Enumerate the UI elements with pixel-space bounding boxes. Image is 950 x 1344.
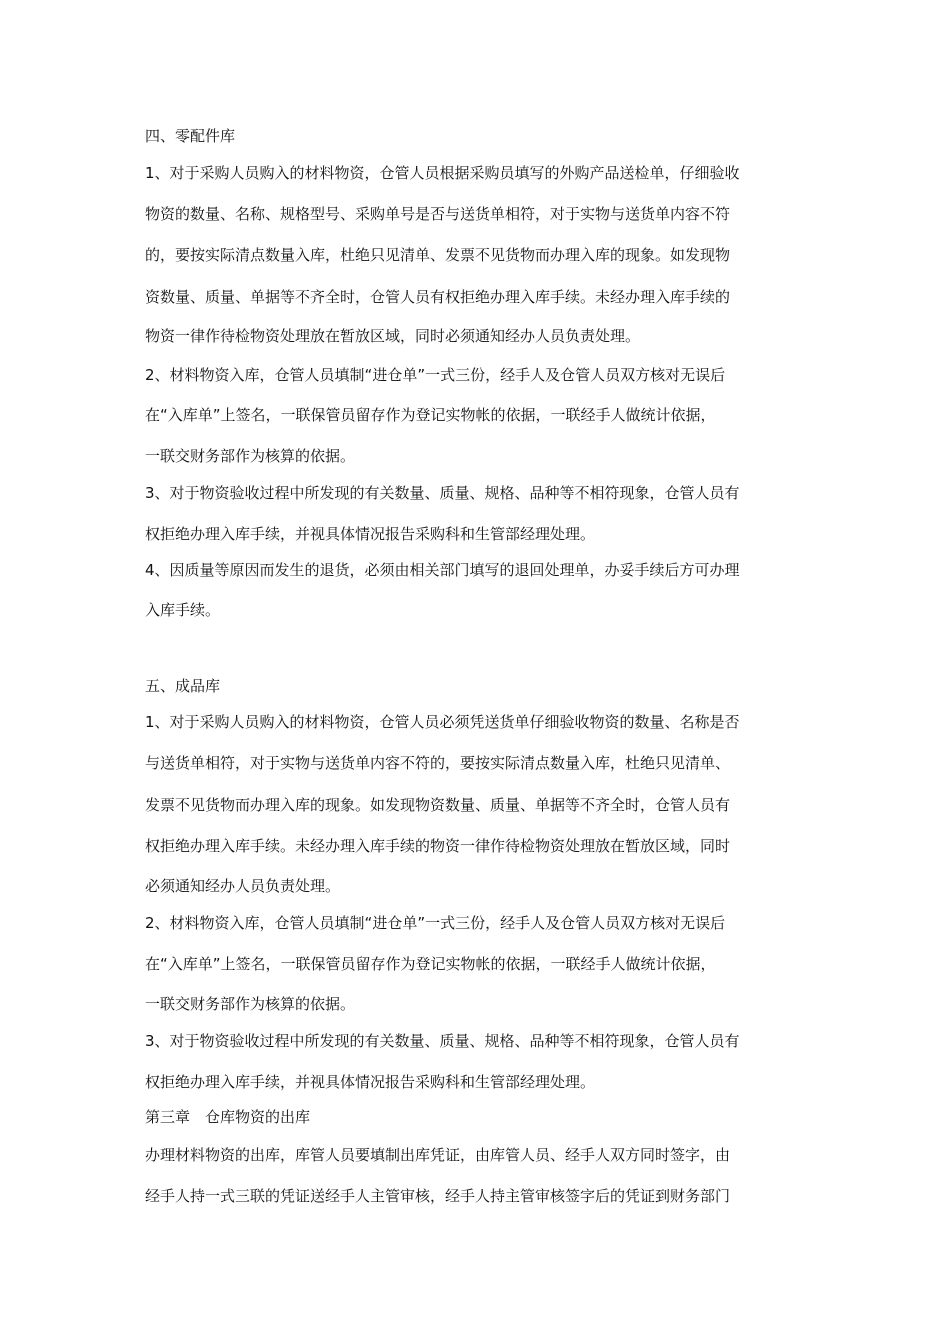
- paragraph-line: 1、对于采购人员购入的材料物资，仓管人员必须凭送货单仔细验收物资的数量、名称是否: [145, 713, 740, 731]
- paragraph-line: 在“入库单”上签名，一联保管员留存作为登记实物帐的依据，一联经手人做统计依据，: [145, 955, 716, 973]
- section-heading-parts-warehouse: 四、零配件库: [145, 127, 236, 145]
- paragraph-line: 办理材料物资的出库，库管人员要填制出库凭证，由库管人员、经手人双方同时签字，由: [145, 1146, 731, 1164]
- paragraph-line: 一联交财务部作为核算的依据。: [145, 447, 356, 465]
- chapter-heading: 第三章 仓库物资的出库: [145, 1108, 311, 1126]
- paragraph-line: 2、材料物资入库，仓管人员填制“进仓单”一式三份，经手人及仓管人员双方核对无误后: [145, 914, 726, 932]
- paragraph-line: 的，要按实际清点数量入库，杜绝只见清单、发票不见货物而办理入库的现象。如发现物: [145, 246, 731, 264]
- paragraph-line: 3、对于物资验收过程中所发现的有关数量、质量、规格、品种等不相符现象，仓管人员有: [145, 484, 740, 502]
- paragraph-line: 发票不见货物而办理入库的现象。如发现物资数量、质量、单据等不齐全时，仓管人员有: [145, 796, 731, 814]
- paragraph-line: 4、因质量等原因而发生的退货，必须由相关部门填写的退回处理单，办妥手续后方可办理: [145, 561, 740, 579]
- paragraph-line: 一联交财务部作为核算的依据。: [145, 995, 356, 1013]
- section-heading-finished-goods: 五、成品库: [145, 677, 221, 695]
- paragraph-line: 3、对于物资验收过程中所发现的有关数量、质量、规格、品种等不相符现象，仓管人员有: [145, 1032, 740, 1050]
- paragraph-line: 物资一律作待检物资处理放在暂放区域，同时必须通知经办人员负责处理。: [145, 327, 641, 345]
- paragraph-line: 物资的数量、名称、规格型号、采购单号是否与送货单相符，对于实物与送货单内容不符: [145, 205, 731, 223]
- paragraph-line: 必须通知经办人员负责处理。: [145, 877, 341, 895]
- paragraph-line: 资数量、质量、单据等不齐全时，仓管人员有权拒绝办理入库手续。未经办理入库手续的: [145, 288, 731, 306]
- paragraph-line: 权拒绝办理入库手续，并视具体情况报告采购科和生管部经理处理。: [145, 525, 596, 543]
- paragraph-line: 与送货单相符，对于实物与送货单内容不符的，要按实际清点数量入库，杜绝只见清单、: [145, 754, 731, 772]
- paragraph-line: 在“入库单”上签名，一联保管员留存作为登记实物帐的依据，一联经手人做统计依据，: [145, 406, 716, 424]
- paragraph-line: 权拒绝办理入库手续。未经办理入库手续的物资一律作待检物资处理放在暂放区域，同时: [145, 837, 731, 855]
- paragraph-line: 2、材料物资入库，仓管人员填制“进仓单”一式三份，经手人及仓管人员双方核对无误后: [145, 366, 726, 384]
- paragraph-line: 经手人持一式三联的凭证送经手人主管审核，经手人持主管审核签字后的凭证到财务部门: [145, 1187, 731, 1205]
- paragraph-line: 入库手续。: [145, 601, 221, 619]
- paragraph-line: 权拒绝办理入库手续，并视具体情况报告采购科和生管部经理处理。: [145, 1073, 596, 1091]
- paragraph-line: 1、对于采购人员购入的材料物资，仓管人员根据采购员填写的外购产品送检单，仔细验收: [145, 164, 740, 182]
